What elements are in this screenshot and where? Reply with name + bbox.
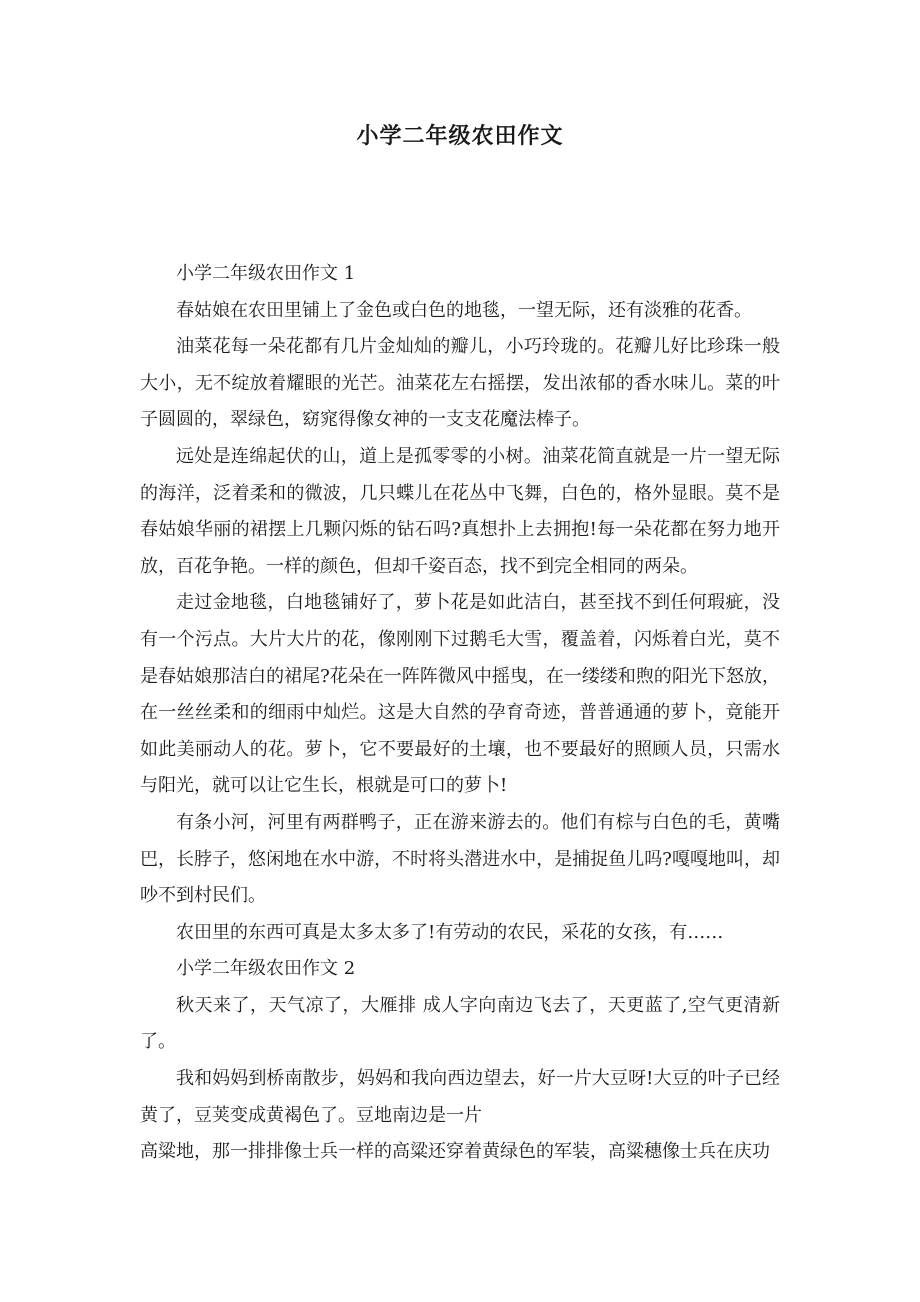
paragraph: 秋天来了，天气凉了，大雁排 成人字向南边飞去了，天更蓝了,空气更清新了。 [140, 994, 780, 1053]
paragraph: 我和妈妈到桥南散步，妈妈和我向西边望去，好一片大豆呀!大豆的叶子已经黄了，豆荚变成黄褐色了。豆地南边是一片 [140, 1068, 780, 1126]
section-heading-1: 小学二年级农田作文 1 [176, 263, 356, 284]
document-title: 小学二年级农田作文 [356, 123, 564, 149]
paragraph: 远处是连绵起伏的山，道上是孤零零的小树。油菜花简直就是一片一望无际的海洋，泛着柔和的微波，几只蝶儿在花丛中飞舞，白色的，格外显眼。莫不是春姑娘华丽的裙摆上几颗闪烁的钻石吗?真想扑上去拥抱!每一朵花都在努力地开放，百花争艳。一样的颜色，但却千姿百态，找不到完全相同的两朵。 [140, 445, 780, 577]
section-heading-2: 小学二年级农田作文 2 [176, 958, 356, 980]
document-body [140, 256, 780, 1171]
paragraph: 春姑娘在农田里铺上了金色或白色的地毯，一望无际，还有淡雅的花香。 [176, 299, 752, 321]
paragraph: 油菜花每一朵花都有几片金灿灿的瓣儿，小巧玲珑的。花瓣儿好比珍珠一般大小，无不绽放着耀眼的光芒。油菜花左右摇摆，发出浓郁的香水味儿。菜的叶子圆圆的，翠绿色，窈窕得像女神的一支支花魔法棒子。 [140, 336, 780, 431]
paragraph-continuation: 高粱地，那一排排像士兵一样的高粱还穿着黄绿色的军装，高粱穗像士兵在庆功 [140, 1141, 770, 1163]
paragraph: 有条小河，河里有两群鸭子，正在游来游去的。他们有棕与白色的毛，黄嘴巴，长脖子，悠闲地在水中游，不时将头潜进水中，是捕捉鱼儿吗?嘎嘎地叫，却吵不到村民们。 [140, 811, 780, 907]
paragraph: 走过金地毯，白地毯铺好了，萝卜花是如此洁白，甚至找不到任何瑕疵，没有一个污点。大片大片的花，像刚刚下过鹅毛大雪，覆盖着，闪烁着白光，莫不是春姑娘那洁白的裙尾?花朵在一阵阵微风中摇曳，在一缕缕和煦的阳光下怒放，在一丝丝柔和的细雨中灿烂。这是大自然的孕育奇迹，普普通通的萝卜，竟能开如此美丽动人的花。萝卜，它不要最好的土壤，也不要最好的照顾人员，只需水与阳光，就可以让它生长，根就是可口的萝卜! [140, 592, 780, 797]
paragraph: 农田里的东西可真是太多太多了!有劳动的农民，采花的女孩，有…… [176, 921, 724, 943]
